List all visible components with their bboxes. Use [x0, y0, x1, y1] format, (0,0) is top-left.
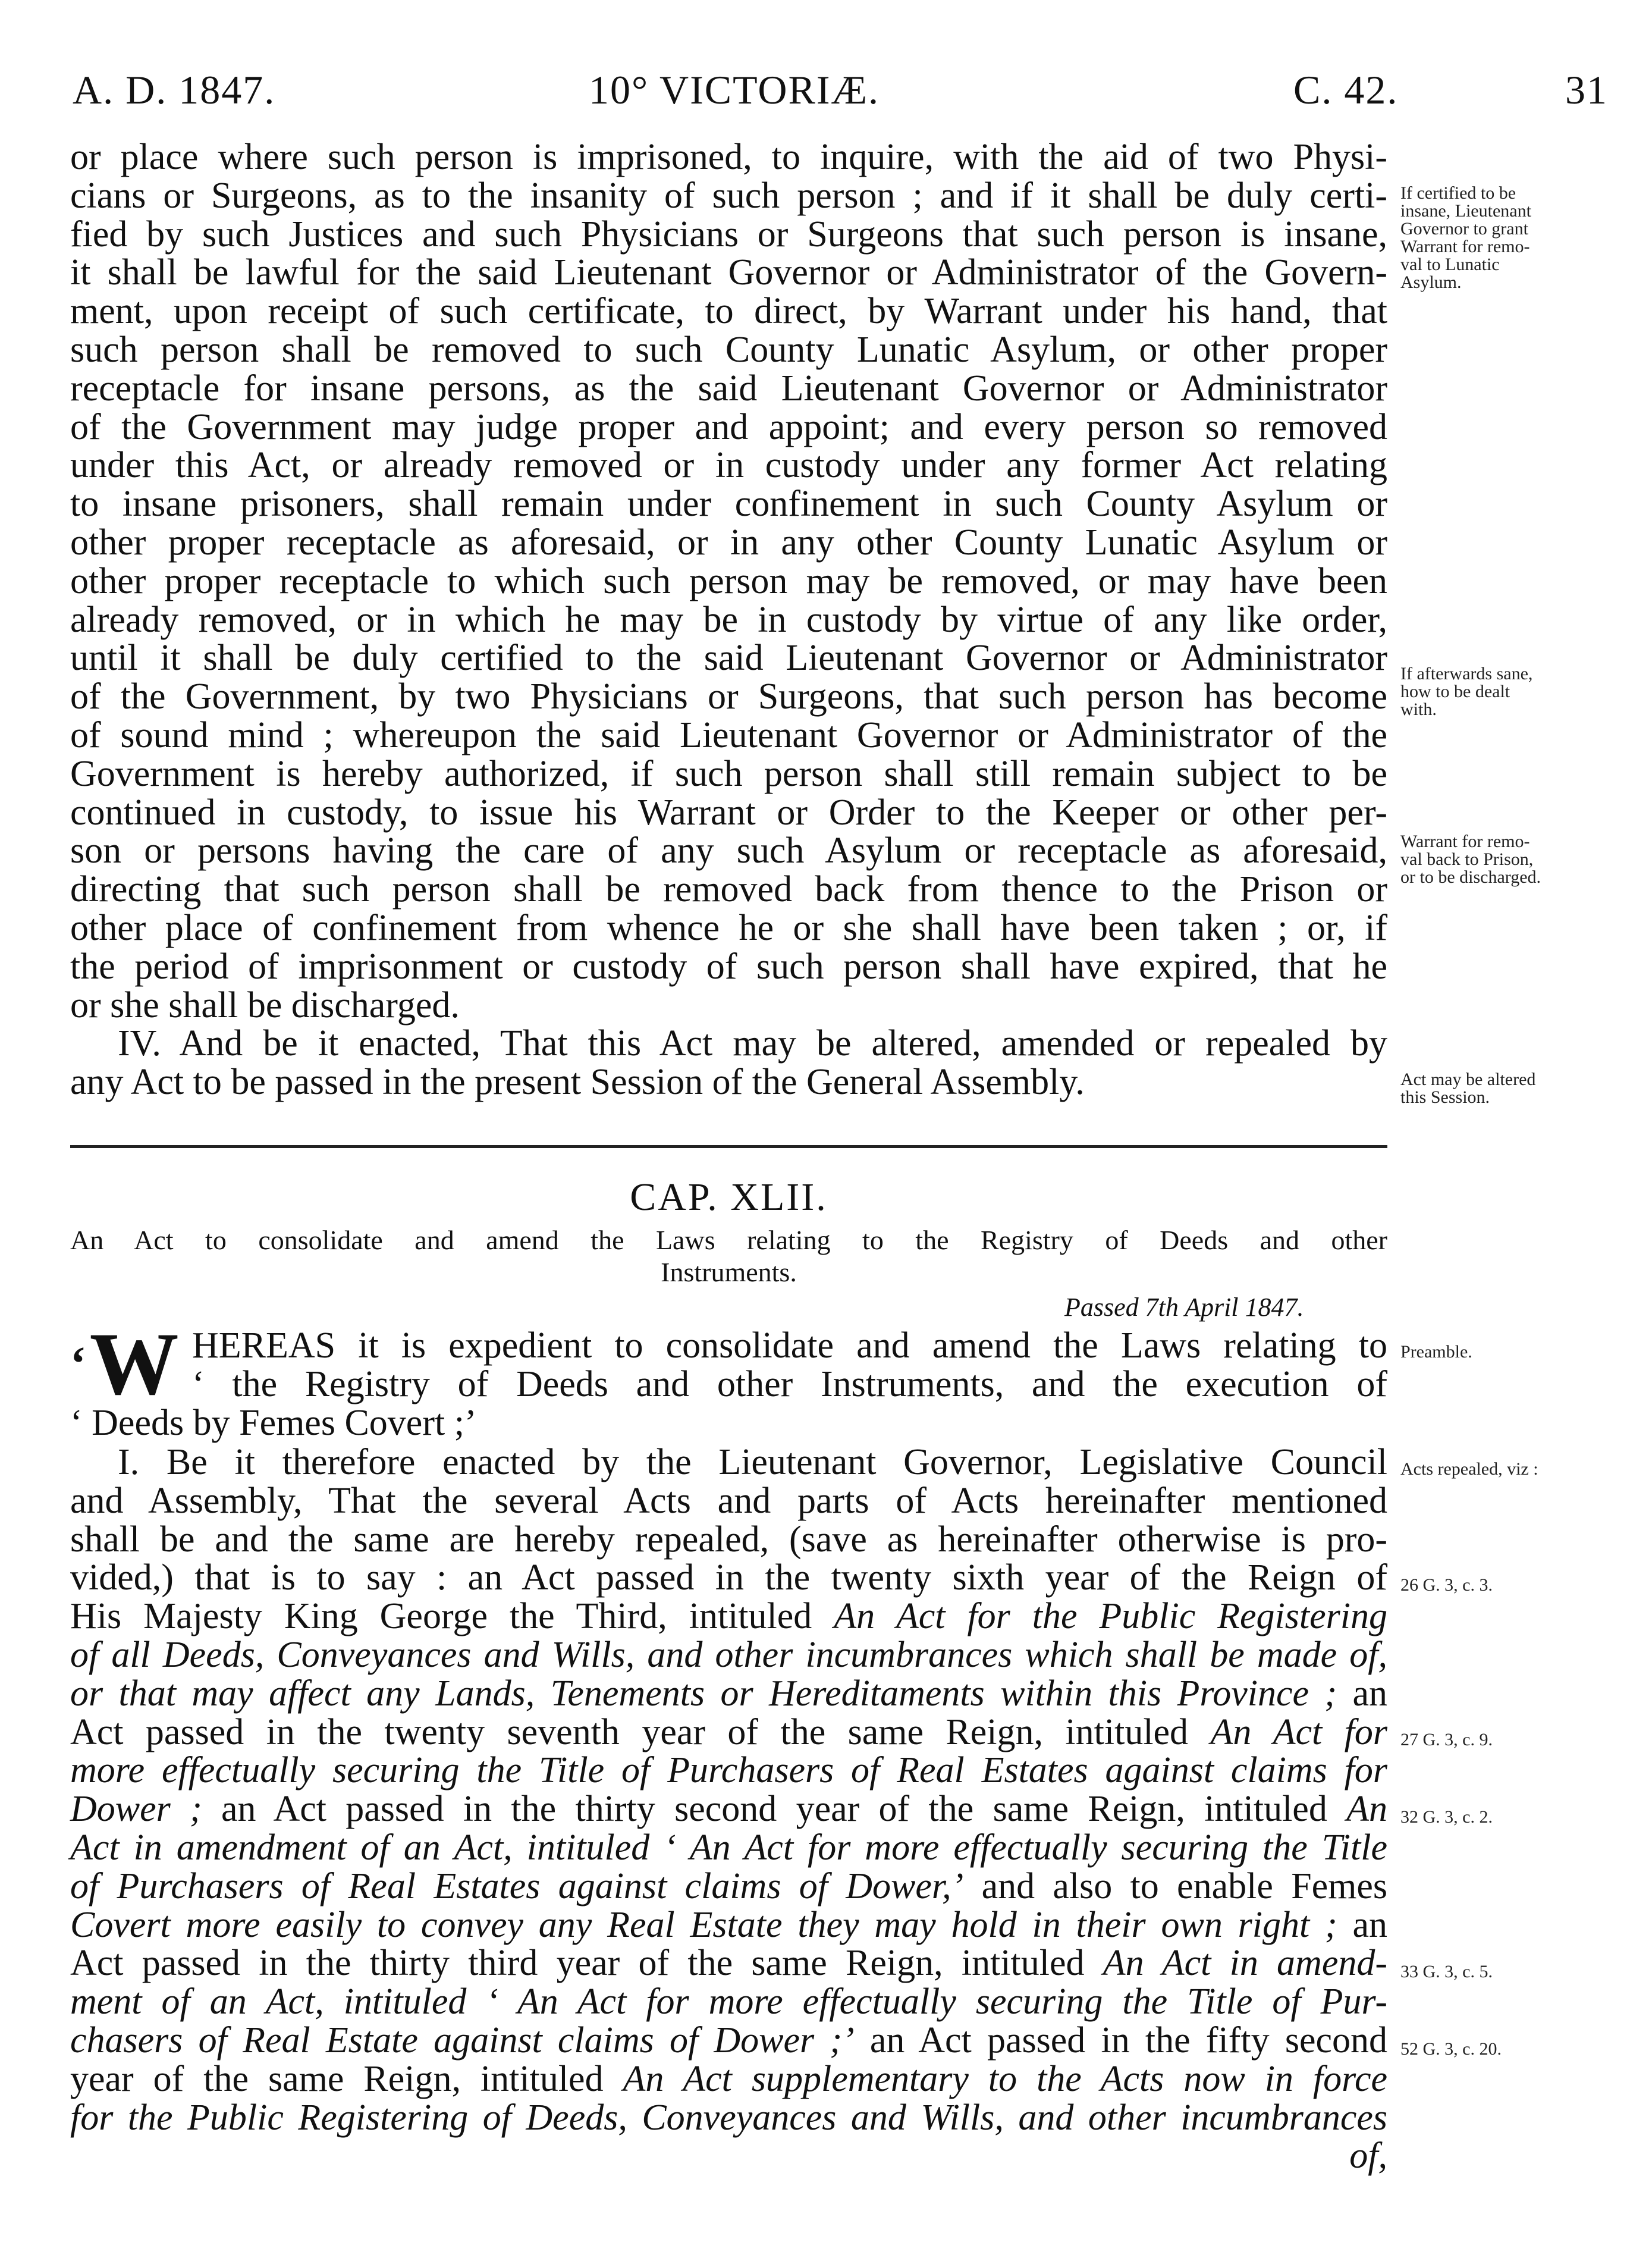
- section-i: [70, 1443, 1387, 2175]
- text-line: it shall be lawful for the said Lieutenant Governor or Administrator of the Govern-: [70, 252, 1387, 293]
- text-run: an Act passed in the fifty second: [854, 2020, 1387, 2061]
- preamble: [70, 1327, 1387, 1442]
- text-line: of the Government may judge proper and appoint; and every person so removed: [70, 406, 1387, 447]
- act-title: An Act for the Public Registering: [834, 1596, 1387, 1637]
- margin-note-line: Acts repealed, viz :: [1400, 1459, 1538, 1479]
- preamble-line: HEREAS it is expedient to consolidate and amend the Laws relating to: [192, 1325, 1387, 1366]
- text-line: other proper receptacle as aforesaid, or in any other County Lunatic Asylum or: [70, 522, 1387, 563]
- catchword-text: of,: [1349, 2136, 1387, 2177]
- text-line: the period of imprisonment or custody of such person shall have expired, that he: [70, 946, 1387, 987]
- margin-note-citation: [1400, 1576, 1638, 1594]
- text-line: until it shall be duly certified to the said Lieutenant Governor or Administrator: [70, 638, 1387, 679]
- act-title: or that may affect any Lands, Tenements or Hereditaments within this Province ;: [70, 1673, 1337, 1714]
- chapter-description-line: An Act to consolidate and amend the Laws relating to the Registry of Deeds and other: [70, 1225, 1387, 1255]
- text-run: an: [1337, 1673, 1387, 1714]
- text-run: and also to enable Femes: [963, 1865, 1387, 1906]
- chapter-description-line: Instruments.: [661, 1257, 797, 1287]
- act-title: An: [1346, 1789, 1388, 1830]
- act-title: ment of an Act, intituled ‘ An Act for more effectually securing the Title of Pur-: [70, 1981, 1387, 2022]
- margin-note-line: 32 G. 3, c. 2.: [1400, 1807, 1493, 1827]
- text-line: son or persons having the care of any such Asylum or receptacle as aforesaid,: [70, 830, 1387, 871]
- text-line: already removed, or in which he may be in custody by virtue of any like order,: [70, 599, 1387, 640]
- text-line: under this Act, or already removed or in custody under any former Act relating: [70, 445, 1387, 486]
- header-chapter: C. 42.: [1293, 67, 1399, 112]
- text-line: ment, upon receipt of such certificate, to direct, by Warrant under his hand, that: [70, 291, 1387, 332]
- margin-note-line: or to be discharged.: [1400, 867, 1541, 887]
- margin-note-line: 33 G. 3, c. 5.: [1400, 1962, 1493, 1981]
- text-line: directing that such person shall be removed back from thence to the Prison or: [70, 869, 1387, 910]
- text-line: other place of confinement from whence he or she shall have been taken ; or, if: [70, 907, 1387, 948]
- section-iv-line: IV. And be it enacted, That this Act may be altered, amended or repealed by: [118, 1023, 1387, 1064]
- text-line: [70, 1829, 1387, 1867]
- text-line: of sound mind ; whereupon the said Lieutenant Governor or Administrator of the: [70, 714, 1387, 755]
- text-line: [70, 1867, 1387, 1906]
- section-divider: [70, 1145, 1387, 1148]
- margin-note-altered: [1400, 1071, 1638, 1106]
- margin-note-line: val to Lunatic: [1400, 255, 1500, 274]
- text-line: receptacle for insane persons, as the said Lieutenant Governor or Administrator: [70, 368, 1387, 409]
- margin-note-line: If afterwards sane,: [1400, 664, 1533, 683]
- text-run: His Majesty King George the Third, intituled: [70, 1596, 834, 1637]
- margin-note-line: 27 G. 3, c. 9.: [1400, 1730, 1493, 1749]
- open-quote: ‘: [70, 1338, 86, 1390]
- text-line: [70, 1751, 1387, 1790]
- passed-date: Passed 7th April 1847.: [1064, 1293, 1304, 1322]
- act-title: An Act for: [1210, 1711, 1387, 1752]
- text-run: year of the same Reign, intituled: [70, 2058, 623, 2099]
- text-line: I. Be it therefore enacted by the Lieutenant Governor, Legislative Council: [118, 1442, 1387, 1482]
- text-run: Act passed in the thirty third year of the same Reign, intituled: [70, 1943, 1103, 1984]
- act-title: chasers of Real Estate against claims of Dower ;’: [70, 2020, 855, 2061]
- text-line: of the Government, by two Physicians or Surgeons, that such person has become: [70, 676, 1387, 717]
- text-run: an: [1337, 1904, 1387, 1945]
- page-number: 31: [1565, 67, 1608, 112]
- preamble-line: ‘ Deeds by Femes Covert ;’: [70, 1402, 477, 1443]
- catchword: [70, 2137, 1387, 2175]
- act-title: of all Deeds, Conveyances and Wills, and other incumbrances which shall be made of,: [70, 1634, 1387, 1675]
- margin-note-acts-repealed: [1400, 1460, 1638, 1478]
- text-line: vided,) that is to say : an Act passed in the twenty sixth year of the Reign of: [70, 1557, 1387, 1598]
- text-line: [70, 1636, 1387, 1675]
- text-line: [70, 1597, 1387, 1636]
- text-line: and Assembly, That the several Acts and parts of Acts hereinafter mentioned: [70, 1480, 1387, 1521]
- header-year: A. D. 1847.: [73, 67, 276, 112]
- drop-cap-letter: W: [89, 1315, 179, 1413]
- text-line: [70, 1790, 1387, 1829]
- text-line: [70, 1906, 1387, 1945]
- margin-note-line: with.: [1400, 700, 1437, 719]
- text-line: [70, 2099, 1387, 2137]
- text-line: shall be and the same are hereby repealed, (save as hereinafter otherwise is pro-: [70, 1519, 1387, 1560]
- margin-note-line: Asylum.: [1400, 272, 1462, 292]
- act-title: An Act supplementary to the Acts now in force: [623, 2058, 1387, 2099]
- margin-note-line: Warrant for remo-: [1400, 832, 1530, 851]
- text-line: Government is hereby authorized, if such person shall still remain subject to be: [70, 753, 1387, 794]
- text-line: [70, 1944, 1387, 1983]
- act-title: An Act in amend-: [1103, 1943, 1387, 1984]
- text-line: such person shall be removed to such County Lunatic Asylum, or other proper: [70, 329, 1387, 370]
- margin-note-preamble: [1400, 1343, 1638, 1361]
- margin-note-line: 52 G. 3, c. 20.: [1400, 2039, 1502, 2059]
- margin-note-warrant: [1400, 833, 1638, 886]
- margin-note-line: Preamble.: [1400, 1342, 1472, 1362]
- text-line: [70, 2060, 1387, 2099]
- act-title: for the Public Registering of Deeds, Conveyances and Wills, and other incumbrances: [70, 2097, 1387, 2138]
- text-line: [70, 1713, 1387, 1752]
- margin-note-line: Act may be altered: [1400, 1070, 1536, 1089]
- text-run: Act passed in the twenty seventh year of the same Reign, intituled: [70, 1711, 1211, 1752]
- section-continuation: [70, 138, 1387, 1102]
- section-iv-line: any Act to be passed in the present Session of the General Assembly.: [70, 1062, 1085, 1103]
- text-line: or place where such person is imprisoned, to inquire, with the aid of two Physi-: [70, 137, 1387, 177]
- act-title: Covert more easily to convey any Real Estate they may hold in their own right ;: [70, 1904, 1337, 1945]
- margin-note-line: 26 G. 3, c. 3.: [1400, 1575, 1493, 1595]
- act-title: Act in amendment of an Act, intituled ‘ An Act for more effectually securing the Title: [70, 1827, 1387, 1868]
- act-title: more effectually securing the Title of Purchasers of Real Estates against claims for: [70, 1750, 1387, 1791]
- header-regnal-year: 10° VICTORIÆ.: [589, 67, 880, 112]
- text-line: or she shall be discharged.: [70, 984, 460, 1026]
- text-line: continued in custody, to issue his Warrant or Order to the Keeper or other per-: [70, 792, 1387, 833]
- text-line: [70, 2021, 1387, 2060]
- margin-note-line: insane, Lieutenant: [1400, 201, 1531, 221]
- margin-note-citation: [1400, 1963, 1638, 1981]
- margin-note-citation: [1400, 2040, 1638, 2058]
- text-run: an Act passed in the thirty second year of the same Reign, intituled: [202, 1789, 1347, 1830]
- margin-note-citation: [1400, 1731, 1638, 1749]
- text-line: cians or Surgeons, as to the insanity of such person ; and if it shall be duly certi-: [70, 175, 1387, 216]
- chapter-title: CAP. XLII.: [630, 1175, 828, 1219]
- margin-note-line: Warrant for remo-: [1400, 237, 1530, 256]
- margin-note-line: val back to Prison,: [1400, 849, 1534, 869]
- text-line: [70, 1675, 1387, 1713]
- preamble-line: ‘ the Registry of Deeds and other Instruments, and the execution of: [192, 1363, 1387, 1404]
- act-title: Dower ;: [70, 1789, 202, 1830]
- chapter-description: [70, 1224, 1387, 1288]
- text-line: fied by such Justices and such Physicians or Surgeons that such person is insane,: [70, 214, 1387, 255]
- text-line: other proper receptacle to which such person may be removed, or may have been: [70, 560, 1387, 601]
- margin-note-line: this Session.: [1400, 1087, 1490, 1107]
- margin-note-line: If certified to be: [1400, 183, 1516, 203]
- text-line: to insane prisoners, shall remain under confinement in such County Asylum or: [70, 484, 1387, 525]
- text-line: [70, 1983, 1387, 2021]
- margin-note-sane: [1400, 665, 1638, 719]
- margin-note-insane: [1400, 184, 1638, 291]
- margin-note-line: how to be dealt: [1400, 682, 1510, 701]
- act-title: of Purchasers of Real Estates against claims of Dower,’: [70, 1865, 964, 1906]
- margin-note-citation: [1400, 1808, 1638, 1826]
- margin-note-line: Governor to grant: [1400, 219, 1528, 239]
